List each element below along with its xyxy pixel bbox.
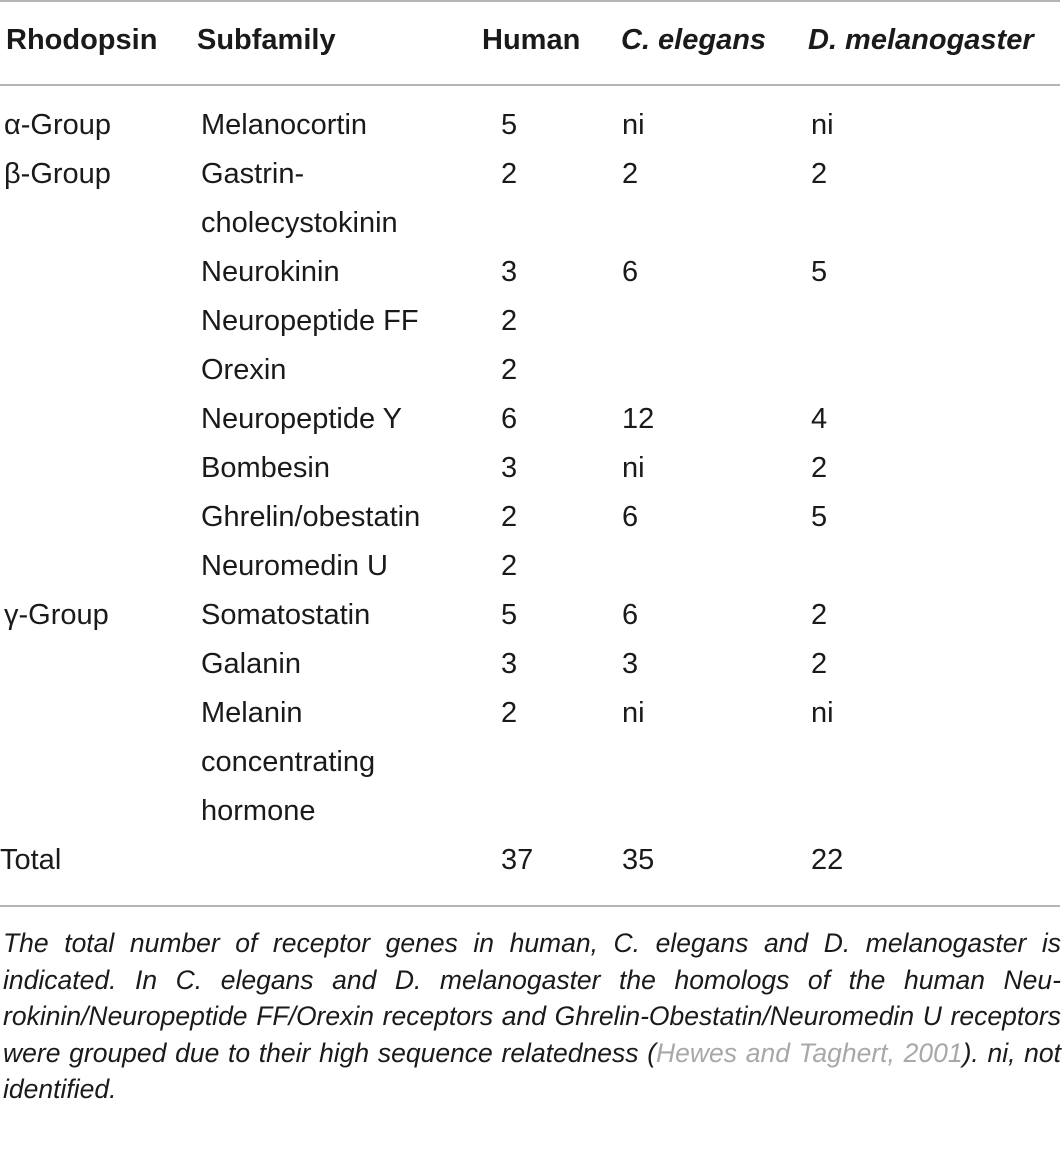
subfamily-line: Gastrin- <box>201 158 305 190</box>
footnote-text-end: ). ni, not identified. <box>3 1037 1061 1104</box>
subfamily-cell <box>201 591 501 640</box>
subfamily-line: Neurokinin <box>201 256 340 288</box>
total-human: 37 <box>501 844 534 876</box>
dmelanogaster-count: 2 <box>811 452 828 484</box>
subfamily-line: Neuropeptide Y <box>201 403 403 435</box>
human-count: 3 <box>501 452 518 484</box>
receptor-table <box>0 101 843 885</box>
total-dmelanogaster: 22 <box>811 844 844 876</box>
human-count: 2 <box>501 550 518 582</box>
group-cell: β-Group <box>4 158 111 190</box>
group-cell <box>0 689 201 836</box>
dmelanogaster-count: 2 <box>811 158 828 190</box>
subfamily-line: Melanocortin <box>201 109 368 141</box>
celegans-count <box>622 297 811 346</box>
group-cell <box>0 248 201 297</box>
citation-link[interactable]: Hewes and Taghert, 2001 <box>656 1037 963 1068</box>
subfamily-cell <box>201 395 501 444</box>
table-row <box>0 150 843 248</box>
table-row <box>0 444 843 493</box>
subfamily-line: Neuropeptide FF <box>201 305 419 337</box>
celegans-count <box>622 542 811 591</box>
human-count: 3 <box>501 256 518 288</box>
subfamily-line: hormone <box>201 795 316 827</box>
table-row <box>0 248 843 297</box>
human-count: 3 <box>501 648 518 680</box>
celegans-count: 2 <box>622 158 639 190</box>
subfamily-line: Ghrelin/obestatin <box>201 501 421 533</box>
top-rule <box>0 0 1060 2</box>
dmelanogaster-count <box>811 346 843 395</box>
subfamily-line: Somatostatin <box>201 599 371 631</box>
subfamily-cell <box>201 493 501 542</box>
dmelanogaster-count: 5 <box>811 501 828 533</box>
subfamily-cell <box>201 542 501 591</box>
table-row <box>0 591 843 640</box>
table-row <box>0 689 843 836</box>
table-row <box>0 395 843 444</box>
human-count: 2 <box>501 158 518 190</box>
celegans-count: 3 <box>622 648 639 680</box>
dmelanogaster-count: 5 <box>811 256 828 288</box>
header-rule <box>0 84 1060 86</box>
group-cell <box>0 346 201 395</box>
group-cell: γ-Group <box>4 599 109 631</box>
human-count: 2 <box>501 697 518 729</box>
header-dmelanogaster: D. melanogaster <box>808 24 1034 56</box>
celegans-count <box>622 346 811 395</box>
human-count: 2 <box>501 305 518 337</box>
subfamily-line: concentrating <box>201 746 376 778</box>
celegans-count: 6 <box>622 256 639 288</box>
celegans-count: ni <box>622 452 645 484</box>
footnote-text: The total number of receptor genes in human, C. elegans and D. melanogaster is indicated. In C. elegans and D. melanogaster the homologs of the human Neu-rokinin/Neuropeptide FF/Orexin receptors and Ghrelin-Obestatin/Neuromedin U receptors were grouped due to their high sequence relatedness ( <box>3 928 1061 1068</box>
total-label: Total <box>0 844 62 876</box>
subfamily-cell <box>201 101 501 150</box>
subfamily-line: Galanin <box>201 648 301 680</box>
header-human: Human <box>482 24 581 56</box>
group-cell <box>0 493 201 542</box>
header-subfamily: Subfamily <box>197 24 336 56</box>
celegans-count: ni <box>622 109 645 141</box>
human-count: 2 <box>501 501 518 533</box>
subfamily-cell <box>201 444 501 493</box>
human-count: 5 <box>501 109 518 141</box>
table-row <box>0 101 843 150</box>
subfamily-cell <box>201 346 501 395</box>
table-footnote <box>3 925 1061 1108</box>
header-rhodopsin: Rhodopsin <box>6 24 158 56</box>
table-row <box>0 542 843 591</box>
group-cell <box>0 640 201 689</box>
group-cell: α-Group <box>4 109 112 141</box>
subfamily-line: Bombesin <box>201 452 330 484</box>
subfamily-cell <box>201 640 501 689</box>
dmelanogaster-count: 2 <box>811 599 828 631</box>
group-cell <box>0 444 201 493</box>
human-count: 5 <box>501 599 518 631</box>
dmelanogaster-count: ni <box>811 109 834 141</box>
table-row <box>0 493 843 542</box>
subfamily-line: Orexin <box>201 354 287 386</box>
dmelanogaster-count <box>811 297 843 346</box>
total-celegans: 35 <box>622 844 655 876</box>
subfamily-cell <box>201 689 501 836</box>
dmelanogaster-count: 4 <box>811 403 828 435</box>
group-cell <box>0 542 201 591</box>
total-empty <box>201 836 501 885</box>
group-cell <box>0 297 201 346</box>
group-cell <box>0 395 201 444</box>
table-row <box>0 297 843 346</box>
celegans-count: 12 <box>622 403 655 435</box>
human-count: 2 <box>501 354 518 386</box>
dmelanogaster-count: 2 <box>811 648 828 680</box>
subfamily-cell <box>201 248 501 297</box>
header-celegans: C. elegans <box>621 24 767 56</box>
subfamily-line: Melanin <box>201 697 303 729</box>
celegans-count: 6 <box>622 599 639 631</box>
subfamily-line: Neuromedin U <box>201 550 388 582</box>
total-row <box>0 836 843 885</box>
celegans-count: ni <box>622 697 645 729</box>
celegans-count: 6 <box>622 501 639 533</box>
dmelanogaster-count: ni <box>811 697 834 729</box>
table-row <box>0 346 843 395</box>
human-count: 6 <box>501 403 518 435</box>
subfamily-line: cholecystokinin <box>201 207 398 239</box>
bottom-rule <box>0 905 1060 907</box>
table-row <box>0 640 843 689</box>
subfamily-cell <box>201 150 501 248</box>
dmelanogaster-count <box>811 542 843 591</box>
subfamily-cell <box>201 297 501 346</box>
